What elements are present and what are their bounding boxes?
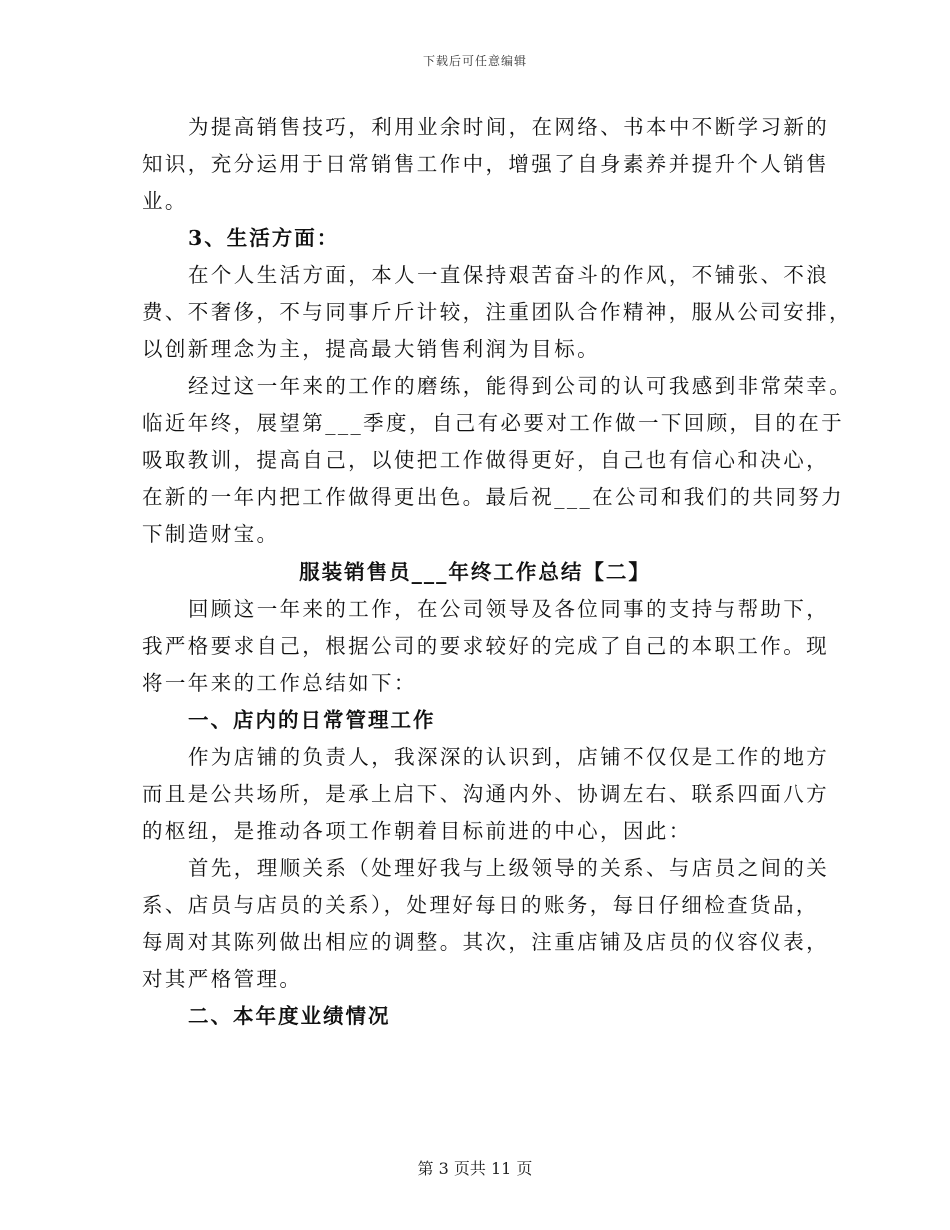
paragraph-line: 而且是公共场所，是承上启下、沟通内外、协调左右、联系四面八方 [142, 782, 829, 806]
paragraph-line: 为提高销售技巧，利用业余时间，在网络、书本中不断学习新的 [188, 115, 830, 139]
section-heading: 二、本年度业绩情况 [188, 1004, 391, 1028]
section-heading: 3、生活方面： [188, 226, 340, 250]
paragraph-line: 首先，理顺关系（处理好我与上级领导的关系、与店员之间的关 [188, 856, 830, 880]
paragraph-line: 回顾这一年来的工作，在公司领导及各位同事的支持与帮助下， [188, 597, 830, 621]
paragraph-line: 费、不奢侈，不与同事斤斤计较，注重团队合作精神，服从公司安排， [142, 300, 852, 324]
paragraph-line: 将一年来的工作总结如下： [142, 671, 417, 695]
paragraph-line: 业。 [142, 189, 188, 213]
paragraph-line: 我严格要求自己，根据公司的要求较好的完成了自己的本职工作。现 [142, 634, 829, 658]
paragraph-line: 知识，充分运用于日常销售工作中，增强了自身素养并提升个人销售 [142, 152, 829, 176]
paragraph-line: 在新的一年内把工作做得更出色。最后祝___在公司和我们的共同努力 [142, 485, 845, 509]
paragraph-line: 在个人生活方面，本人一直保持艰苦奋斗的作风，不铺张、不浪 [188, 263, 830, 287]
paragraph-line: 下制造财宝。 [142, 522, 280, 546]
section-heading: 一、店内的日常管理工作 [188, 708, 436, 732]
paragraph-line: 系、店员与店员的关系），处理好每日的账务，每日仔细检查货品， [142, 893, 819, 917]
paragraph-line: 吸取教训，提高自己，以使把工作做得更好，自己也有信心和决心， [142, 448, 829, 472]
paragraph-line: 每周对其陈列做出相应的调整。其次，注重店铺及店员的仪容仪表， [142, 930, 829, 954]
page-number: 第 3 页共 11 页 [417, 1159, 533, 1178]
section-title: 服装销售员___年终工作总结【二】 [299, 560, 651, 584]
paragraph-line: 对其严格管理。 [142, 967, 303, 991]
paragraph-line: 的枢纽，是推动各项工作朝着目标前进的中心，因此： [142, 819, 692, 843]
paragraph-line: 以创新理念为主，提高最大销售利润为目标。 [142, 337, 600, 361]
page-header: 下载后可任意编辑 [422, 54, 527, 68]
paragraph-line: 作为店铺的负责人，我深深的认识到，店铺不仅仅是工作的地方 [188, 745, 830, 769]
paragraph-line: 临近年终，展望第___季度，自己有必要对工作做一下回顾，目的在于 [142, 411, 845, 435]
paragraph-line: 经过这一年来的工作的磨练，能得到公司的认可我感到非常荣幸。 [188, 374, 853, 398]
